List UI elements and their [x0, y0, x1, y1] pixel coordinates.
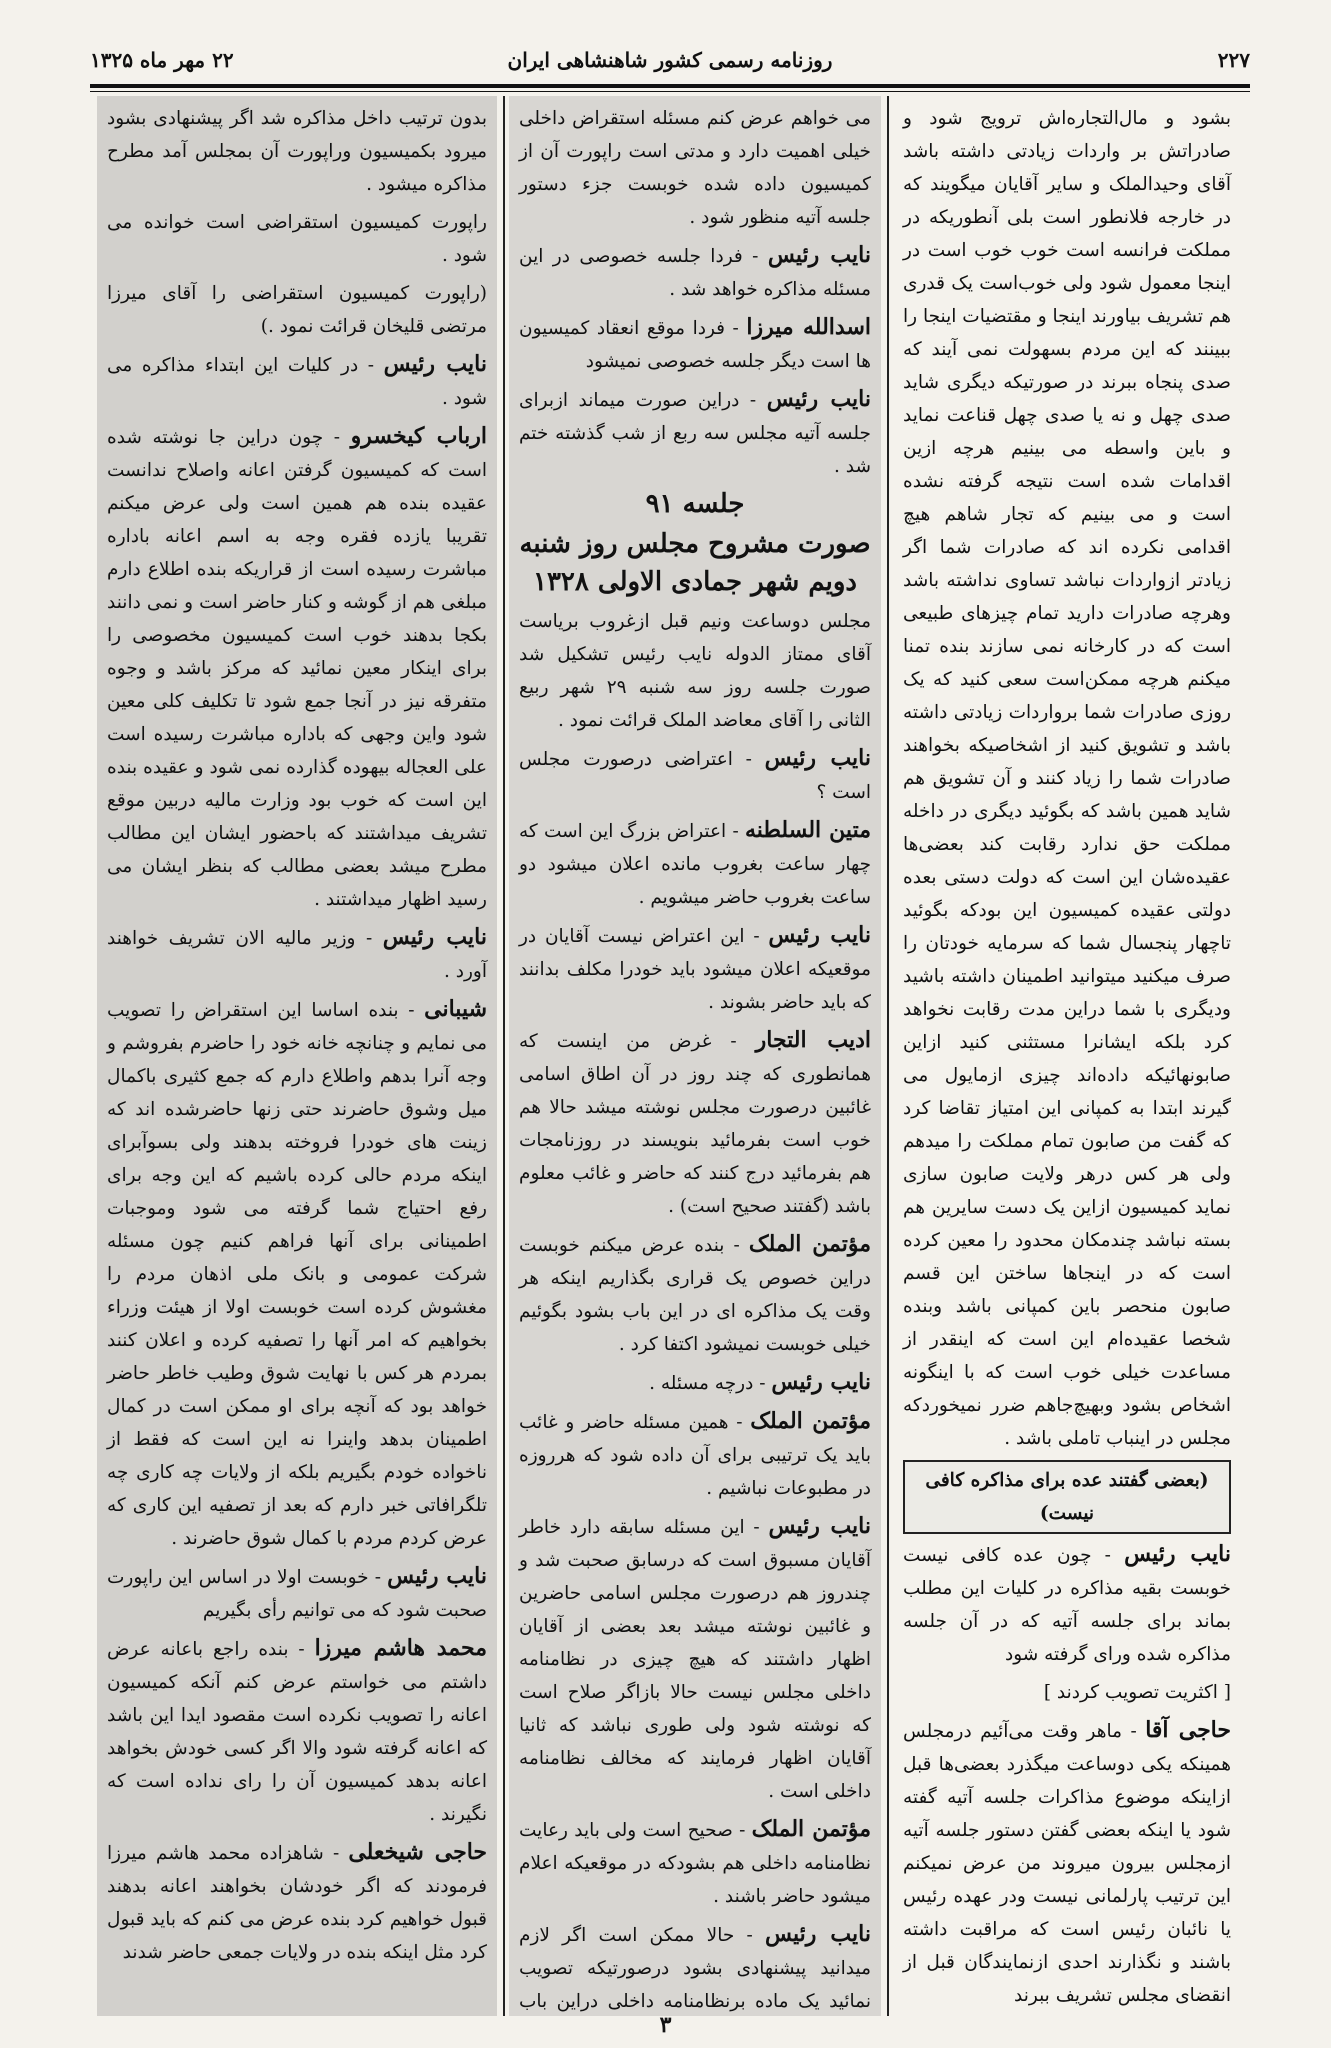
speaker-name: ادیب التجار [755, 1027, 872, 1053]
speaker-name: مؤتمن الملک [750, 1408, 872, 1434]
page-header [90, 42, 1250, 82]
session-number: جلسه ۹۱ [645, 489, 745, 519]
paragraph [107, 1632, 487, 1831]
paragraph [519, 1024, 871, 1223]
speaker-name: نایب رئیس [764, 745, 872, 771]
paragraph [107, 921, 487, 988]
paragraph-text: - بنده عرض میکنم خوبست دراین خصوص یک قراری بگذاریم اینکه هر وقت یک مذاکره ای در این باب بشود بگوئیم خیلی خوبست نمیشود اکتفا کرد . [519, 1235, 871, 1355]
paragraph [519, 742, 871, 809]
paragraph [903, 1676, 1231, 1709]
speaker-name: متین السلطنه [744, 817, 871, 843]
paragraph-text: - دراین صورت میماند ازبرای جلسه آتیه مجلس سه ربع از شب گذشته ختم شد . [519, 390, 871, 477]
paragraph [519, 102, 871, 234]
speaker-name: نایب رئیس [1124, 1541, 1231, 1567]
paragraph-text: - اعتراضی درصورت مجلس است ؟ [519, 749, 871, 803]
header-rule-thin [90, 91, 1250, 92]
boxed-note [903, 1460, 1231, 1534]
speaker-name: نایب رئیس [382, 924, 487, 950]
column-right [893, 96, 1241, 2016]
paragraph [519, 814, 871, 914]
paragraph-text: (بعضی گفتند عده برای مذاکره کافی نیست) [925, 1470, 1209, 1524]
paragraph [107, 277, 487, 343]
paragraph-text: بدون ترتیب داخل مذاکره شد اگر پیشنهادی بشود میرود بکمیسیون وراپورت آن بمجلس آمد مطرح مذاکره میشود . [107, 108, 487, 195]
speaker-name: نایب رئیس [768, 1513, 871, 1539]
paragraph-text: - صحیح است ولی باید رعایت نظامنامه داخلی هم بشودکه در موقعیکه اعلام میشود حاضر باشند . [519, 1820, 871, 1907]
paragraph-text: - همین مسئله حاضر و غائب باید یک ترتیبی برای آن داده شود که هرروزه در مطبوعات نباشیم . [519, 1412, 871, 1499]
paragraph-text: - این مسئله سابقه دارد خاطر آقایان مسبوق است که درسابق صحبت شد و چندروز هم درصورت مجلس اسامی حاضرین و غائبین نوشته میشد بعد بعضی از آقایان اظهار داشتند که هیچ چیزی در نظامنامه داخلی مجلس نیست حالا بازاگر صلاح است که نوشته شود ولی طوری نباشد که ثانیا آقایان اظهار فرمایند که مخالف نظامنامه داخلی است . [519, 1517, 871, 1802]
paragraph-text: - خوبست اولا در اساس این راپورت صحبت شود که می توانیم رأی بگیریم [107, 1567, 487, 1621]
speaker-name: نایب رئیس [383, 351, 487, 377]
paragraph-text: - غرض من اینست که همانطوری که چند روز در آن اطاق اسامی غائبین درصورت مجلس نوشته میشد حالا هم خوب است بفرمائید بنویسند در روزنامجات هم بفرمائید درج کنند که حاضر و غائب معلوم باشد (گفتند صحیح است) . [519, 1031, 871, 1217]
speaker-name: نایب رئیس [767, 242, 871, 268]
paragraph-text: - در کلیات این ابتداء مذاکره می شود . [107, 355, 487, 409]
column-divider-right [887, 96, 889, 2016]
paragraph [519, 1366, 871, 1400]
paragraph-text: - درچه مسئله . [649, 1373, 766, 1394]
header-date: ۲۲ مهر ماه ۱۳۲۵ [90, 48, 234, 72]
paragraph [519, 1918, 871, 2016]
column-middle-body [519, 605, 871, 2016]
session-title: صورت مشروح مجلس روز شنبه دویم شهر جمادی الاولی ۱۳۲۸ [519, 529, 871, 597]
paragraph-text: - بنده اساسا این استقراض را تصویب می نمایم و چنانچه خانه خود را حاضرم بفروشم و وجه آنرا بدهم واطلاع دارم که جمع کثیری باکمال میل وشوق حاضرند حتی زنها حاضرشده اند که زینت های خودرا فروخته بدهند ولی بسوآبرای اینکه مردم حالی کرده باشیم که این وجه برای رفع احتیاج شما گرفته می شود وموجبات اطمینانی برای آنها فراهم کنیم چون مسئله شرکت عمومی و بانک ملی اذهان مردم را مغشوش کرده است خوبست اولا از هیئت وزراء بخواهیم که امر آنها را تصفیه کرده و اعلان کنند بمردم هر کس با نهایت شوق وطیب خاطر حاضر خواهد بود که آنچه برای او ممکن است در کمال اطمینان بدهد واینرا نه این است که فقط از ناخواده خودم بگیریم بلکه از ولایات چه کاری چه تلگرافاتی خبر دارم که بعد از تصفیه این کاری که عرض کردم مردم با کمال شوق حاضرند . [107, 1000, 487, 1549]
speaker-name: اسدالله میرزا [746, 314, 871, 340]
paragraph [903, 1714, 1231, 2012]
paragraph [519, 1405, 871, 1505]
paragraph-text: - چون عده کافی نیست خوبست بقیه مذاکره در کلیات این مطلب بماند برای جلسه آتیه که در آن جلسه مذاکره شده ورای گرفته شود [903, 1545, 1231, 1665]
paragraph-text: (راپورت کمیسیون استقراضی را آقای میرزا مرتضی قلیخان قرائت نمود .) [107, 283, 487, 337]
footer-page-number: ۳ [659, 2012, 672, 2038]
column-left [97, 96, 497, 2016]
speaker-name: حاجی آقا [1145, 1717, 1231, 1743]
paragraph [519, 1510, 871, 1808]
speaker-name: ارباب کیخسرو [350, 423, 488, 449]
paragraph [107, 993, 487, 1555]
speaker-name: مؤتمن الملک [748, 1231, 871, 1257]
speaker-name: حاجی شیخعلی [348, 1839, 488, 1865]
speaker-name: محمد هاشم میرزا [314, 1635, 488, 1661]
paragraph [519, 383, 871, 483]
paragraph [519, 1228, 871, 1361]
speaker-name: شیبانی [424, 996, 488, 1022]
paragraph [107, 348, 487, 415]
paragraph-text: می خواهم عرض کنم مسئله استقراض داخلی خیلی اهمیت دارد و مدتی است راپورت آن از کمیسیون داده شده خوبست جزء دستور جلسه آتیه منظور شود . [519, 108, 871, 228]
paragraph [107, 1560, 487, 1627]
paragraph [903, 102, 1231, 1455]
paragraph-text: - اعتراض بزرگ این است که چهار ساعت بغروب مانده اعلان میشود دو ساعت بغروب حاضر میشویم . [519, 821, 871, 908]
header-rule-thick [90, 84, 1250, 88]
speaker-name: نایب رئیس [765, 1921, 871, 1947]
paragraph [107, 420, 487, 916]
paragraph [107, 1836, 487, 1969]
header-page-number: ۲۲۷ [1217, 48, 1250, 72]
column-middle [509, 96, 881, 2016]
header-title: روزنامه رسمی کشور شاهنشاهی ایران [507, 48, 833, 72]
paragraph-text: - ماهر وقت می‌آئیم درمجلس همینکه یکی دوساعت میگذرد بعضی‌ها قبل ازاینکه موضوع مذاکرات جلسه آتیه گفته شود یا اینکه بعضی گفتن دستور جلسه آتیه ازمجلس بیرون میروند من عرض نمیکنم این ترتیب پارلمانی نیست ودر عهده رئیس یا نائبان رئیس است که مراقبت داشته باشند و نگذارند احدی ازنمایندگان قبل از انقضای مجلس تشریف ببرند [903, 1721, 1231, 2006]
column-middle-top [519, 102, 871, 483]
paragraph [903, 1538, 1231, 1671]
speaker-name: نایب رئیس [768, 922, 871, 948]
paragraph-text: - فردا جلسه خصوصی در این مسئله مذاکره خواهد شد . [519, 246, 871, 300]
speaker-name: مؤتمن الملک [751, 1816, 871, 1842]
paragraph-text: - این اعتراض نیست آقایان در موقعیکه اعلان میشود باید خودرا مکلف بدانند که باید حاضر بشوند . [519, 926, 871, 1013]
column-divider-left [503, 96, 505, 2016]
speaker-name: نایب رئیس [766, 386, 871, 412]
paragraph [519, 605, 871, 737]
paragraph-text: - بنده راجع باعانه عرض داشتم می خواستم عرض کنم آنکه کمیسیون اعانه را تصویب نکرده است مقصود ایدا این باشد که اعانه گرفته شود والا اگر کسی خودش بخواهد اعانه بدهد کمیسیون آن را رای نداده است که نگیرند . [107, 1639, 487, 1825]
paragraph-text: - فردا موقع انعقاد کمیسیون ها است دیگر جلسه خصوصی نمیشود [519, 318, 871, 372]
speaker-name: نایب رئیس [387, 1563, 487, 1589]
paragraph [519, 239, 871, 306]
paragraph-text: - وزیر مالیه الان تشریف خواهند آورد . [107, 928, 487, 982]
paragraph-text: - حالا ممکن است اگر لازم میدانید پیشنهادی بشود درصورتیکه تصویب نمائید یک ماده برنظامنامه داخلی دراین باب [519, 1925, 871, 2012]
paragraph-text: بشود و مال‌التجاره‌اش ترویج شود و صادراتش بر واردات زیادتی داشته باشد آقای وحیدالملک و سایر آقایان میگویند که در خارجه فلانطور است بلی آنطوریکه در مملکت فرانسه است خوب خوب است در اینجا معمول شود ولی خوب‌است یک قدری هم تشریف بیاورند اینجا و مقتضیات اینجا را ببینند که این مردم بسهولت نمی آیند که صدی پنجاه ببرند در صورتیکه دیگری شاید صدی چهل و نه یا صدی چهل قناعت نماید و باین واسطه می بینیم هرچه ازین اقدامات شده است نتیجه گرفته نشده است و می بینیم که تجار شاهم هیچ اقدامی نکرده اند که صادرات شما اگر زیادتر ازواردات نباشد تساوی نداشته باشد وهرچه صادرات دارید تمام چیزهای طبیعی است که در کارخانه نمی سازند بنده تمنا میکنم هرچه ممکن‌است سعی کنید که یک روزی صادرات شما برواردات زیادتی داشته باشد و تشویق کنید از اشخاصیکه بخواهند صادرات شما را زیاد کنند و آن تشویق هم شاید همین باشد که بگوئید دیگری در داخله مملکت حق ندارد رقابت کند بعضی‌ها عقیده‌شان این است که دولت دستی بعده دولتی عقیده کمیسیون این بودکه بگوئید تاچهار پنجسال شما که سرمایه خودتان را صرف میکنید میتوانید اطمینان داشته باشید ودیگری با شما دراین مدت رقابت نخواهد کرد بلکه ایشانرا مستثنی کنید ازاین صابونهائیکه داده‌اند چیزی ازمایول می گیرند ابتدا به کمپانی این امتیاز تقاضا کرد که گفت من صابون تمام مملکت را میدهم ولی هر کس درهر ولایت صابون سازی نماید کمیسیون ازاین یک دست سایرین هم بسته نباشد چندمکان محدود را معین کرده است که در اینجاها ساختن این قسم صابون منحصر باین کمپانی باشد وبنده شخصا عقیده‌ام این است که اینقدر از مساعدت خیلی خوب است که با اینگونه اشخاص بشود وبهیچ‌جاهم ضرر نمیخوردکه مجلس در اینباب تاملی باشد . [903, 108, 1231, 1449]
paragraph-text: [ اکثریت تصویب کردند ] [1043, 1682, 1231, 1703]
speaker-name: نایب رئیس [771, 1369, 871, 1395]
paragraph [519, 311, 871, 378]
paragraph [519, 1813, 871, 1913]
paragraph [107, 102, 487, 201]
paragraph [519, 919, 871, 1019]
paragraph-text: - چون دراین جا نوشته شده است که کمیسیون گرفتن اعانه واصلاح ندانست عقیده بنده هم همین است ولی عرض میکنم تقریبا یازده فقره وجه به اسم اعانه باداره مباشرت رسیده است از قراریکه بنده اطلاع دارم مبلغی هم از گوشه و کنار حاضر است و نمی دانند بکجا بدهند خوب است کمیسیون مخصوصی را برای اینکار معین نمائید که مرکز باشد و وجوه متفرقه نیز در آنجا جمع شود تا تکلیف کلی معین شود واین وجهی که باداره مباشرت رسیده است علی العجاله بیهوده گذارده نمی شود و عقیده بنده این است که خوب بود وزارت مالیه دربین موقع تشریف میداشتند که باحضور ایشان این مطالب مطرح میشد بعضی مطالب که بنظر ایشان می رسید اظهار میداشتند . [107, 427, 487, 910]
paragraph-text: مجلس دوساعت ونیم قبل ازغروب بریاست آقای ممتاز الدوله نایب رئیس تشکیل شد صورت جلسه روز سه شنبه ۲۹ شهر ربیع الثانی را آقای معاضد الملک قرائت نمود . [519, 611, 872, 731]
paragraph [107, 206, 487, 272]
paragraph-text: راپورت کمیسیون استقراضی است خوانده می شود . [107, 212, 487, 266]
paragraph-text: - شاهزاده محمد هاشم میرزا فرمودند که اگر خودشان بخواهند اعانه بدهند قبول خواهیم کرد بنده عرض می کنم که باید قبول کرد مثل اینکه بنده در ولایات جمعی حاضر شدند [107, 1843, 487, 1963]
